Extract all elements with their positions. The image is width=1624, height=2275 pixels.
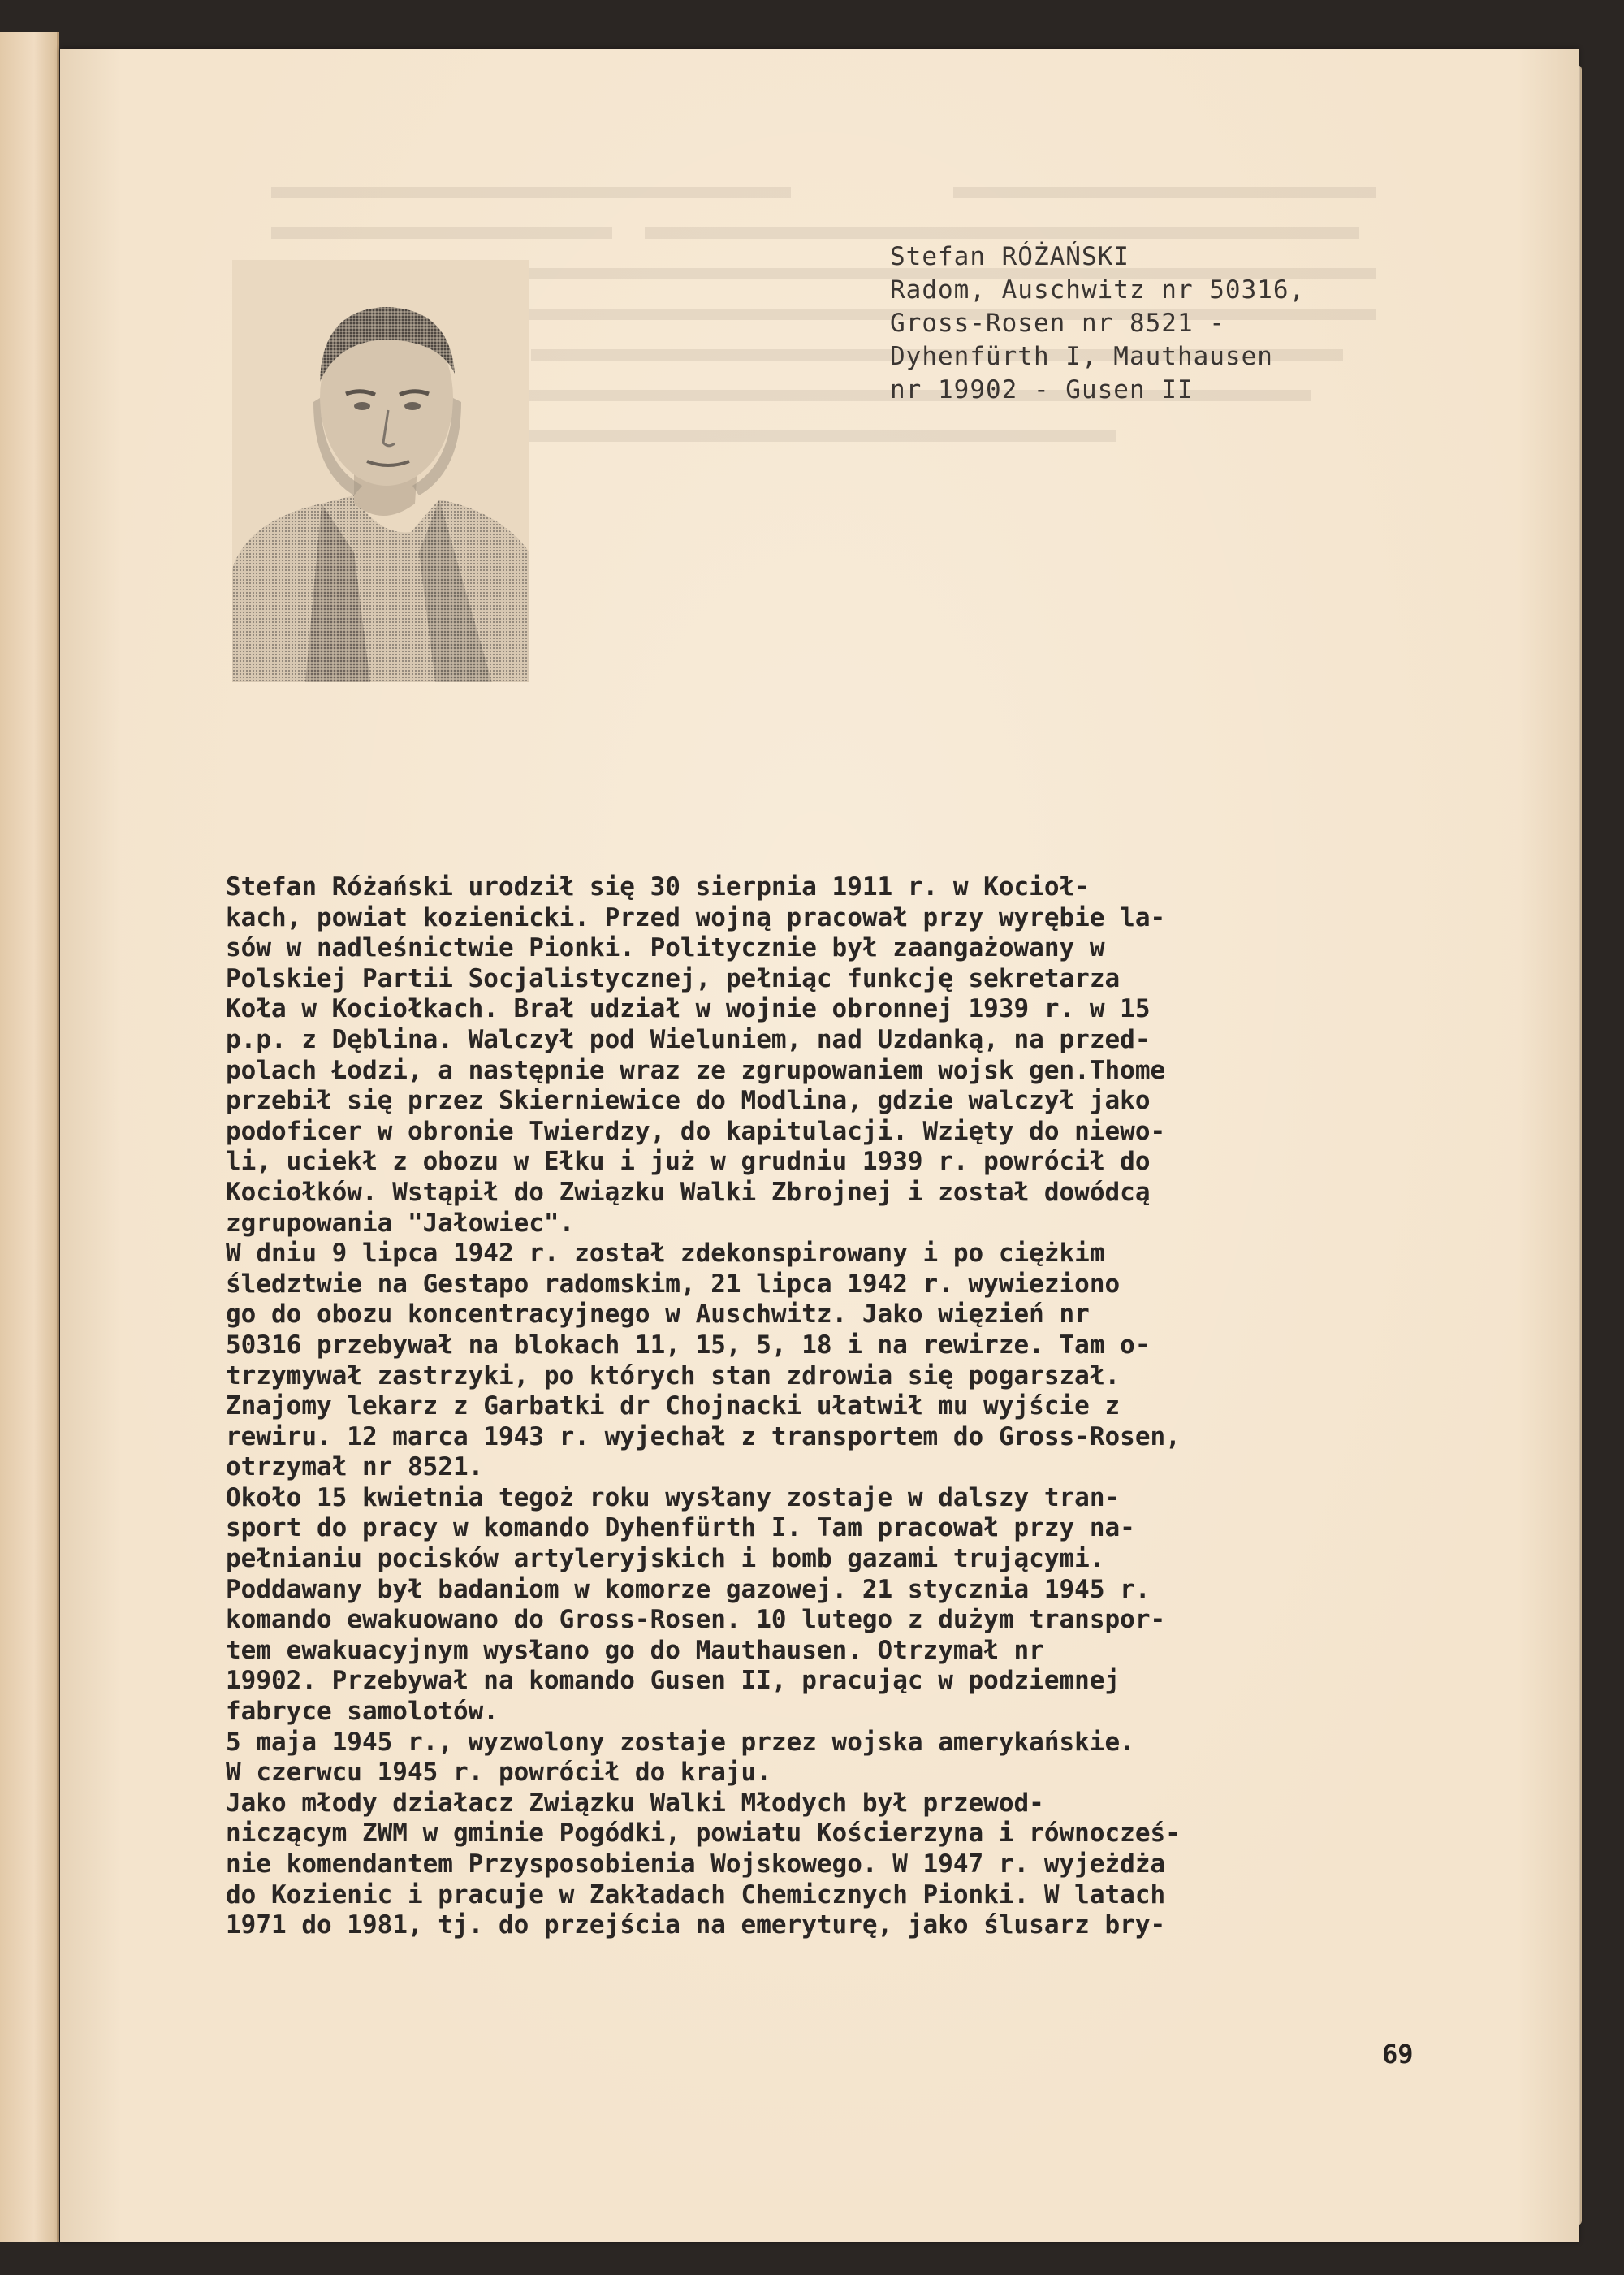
body-line: Stefan Różański urodził się 30 sierpnia 1911 r. w Kocioł-: [226, 872, 1090, 902]
body-line: li, uciekł z obozu w Ełku i już w grudniu 1939 r. powrócił do: [226, 1147, 1151, 1177]
header-line: nr 19902 - Gusen II: [890, 375, 1194, 404]
body-line: W czerwcu 1945 r. powrócił do kraju.: [226, 1758, 771, 1788]
body-line: otrzymał nr 8521.: [226, 1452, 484, 1482]
body-line: 19902. Przebywał na komando Gusen II, pracując w podziemnej: [226, 1666, 1121, 1696]
body-line: śledztwie na Gestapo radomskim, 21 lipca 1942 r. wywieziono: [226, 1269, 1121, 1299]
header-line: Radom, Auschwitz nr 50316,: [890, 275, 1306, 305]
body-line: Około 15 kwietnia tegoż roku wysłany zostaje w dalszy tran-: [226, 1482, 1121, 1512]
body-line: do Kozienic i pracuje w Zakładach Chemicznych Pionki. W latach: [226, 1879, 1166, 1910]
body-line: nie komendantem Przysposobienia Wojskowego. W 1947 r. wyjeżdża: [226, 1849, 1166, 1879]
body-line: Znajomy lekarz z Garbatki dr Chojnacki ułatwił mu wyjście z: [226, 1391, 1121, 1421]
body-line: polach Łodzi, a następnie wraz ze zgrupowaniem wojsk gen.Thome: [226, 1055, 1166, 1085]
body-line: niczącym ZWM w gminie Pogódki, powiatu Kościerzyna i równocześ-: [226, 1819, 1181, 1849]
header-name: Stefan RÓŻAŃSKI: [890, 242, 1129, 271]
body-line: 5 maja 1945 r., wyzwolony zostaje przez wojska amerykańskie.: [226, 1727, 1135, 1757]
body-line: Jako młody działacz Związku Walki Młodych był przewod-: [226, 1788, 1044, 1818]
body-line: kach, powiat kozienicki. Przed wojną pracował przy wyrębie la-: [226, 902, 1166, 932]
body-line: Kociołków. Wstąpił do Związku Walki Zbrojnej i został dowódcą: [226, 1177, 1151, 1207]
body-line: rewiru. 12 marca 1943 r. wyjechał z transportem do Gross-Rosen,: [226, 1421, 1181, 1451]
body-line: p.p. z Dęblina. Walczył pod Wieluniem, nad Uzdanką, na przed-: [226, 1024, 1151, 1054]
page-number: 69: [1382, 2039, 1414, 2070]
body-line: Koła w Kociołkach. Brał udział w wojnie obronnej 1939 r. w 15: [226, 994, 1151, 1024]
body-line: go do obozu koncentracyjnego w Auschwitz. Jako więzień nr: [226, 1300, 1090, 1330]
body-line: trzymywał zastrzyki, po których stan zdrowia się pogarszał.: [226, 1360, 1121, 1391]
previous-page-edge: [0, 32, 59, 2242]
book-page: [60, 49, 1579, 2242]
prisoner-header: [890, 240, 1556, 407]
body-line: tem ewakuacyjnym wysłano go do Mauthausen. Otrzymał nr: [226, 1635, 1044, 1665]
body-line: Polskiej Partii Socjalistycznej, pełniąc funkcję sekretarza: [226, 963, 1121, 993]
header-line: Dyhenfürth I, Mauthausen: [890, 342, 1273, 371]
body-line: fabryce samolotów.: [226, 1697, 499, 1727]
body-line: podoficer w obronie Twierdzy, do kapitulacji. Wzięty do niewo-: [226, 1116, 1166, 1146]
biography-text: [226, 872, 1460, 1941]
body-line: sów w nadleśnictwie Pionki. Politycznie był zaangażowany w: [226, 933, 1105, 963]
body-line: pełnianiu pocisków artyleryjskich i bomb gazami trującymi.: [226, 1544, 1105, 1574]
body-line: przebił się przez Skierniewice do Modlina, gdzie walczył jako: [226, 1086, 1151, 1116]
body-line: 1971 do 1981, tj. do przejścia na emeryturę, jako ślusarz bry-: [226, 1910, 1166, 1940]
header-line: Gross-Rosen nr 8521 -: [890, 309, 1225, 338]
body-line: komando ewakuowano do Gross-Rosen. 10 lutego z dużym transpor-: [226, 1605, 1166, 1635]
portrait-photo: [232, 260, 529, 682]
body-line: Poddawany był badaniom w komorze gazowej. 21 stycznia 1945 r.: [226, 1574, 1151, 1604]
body-line: zgrupowania "Jałowiec".: [226, 1208, 575, 1238]
body-line: 50316 przebywał na blokach 11, 15, 5, 18 i na rewirze. Tam o-: [226, 1330, 1151, 1360]
body-line: W dniu 9 lipca 1942 r. został zdekonspirowany i po ciężkim: [226, 1239, 1105, 1269]
body-line: sport do pracy w komando Dyhenfürth I. Tam pracował przy na-: [226, 1513, 1135, 1543]
